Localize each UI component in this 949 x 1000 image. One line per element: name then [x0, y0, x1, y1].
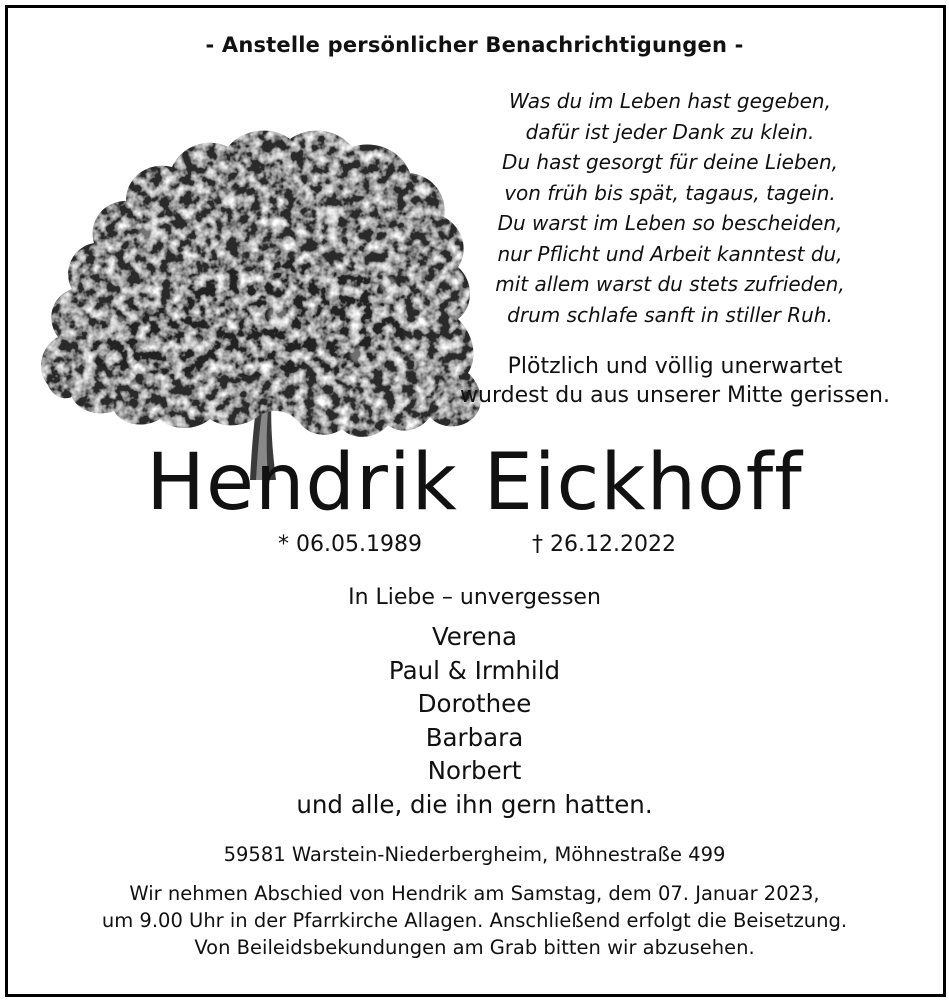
mourner-name: Barbara: [425, 722, 524, 752]
mourner-name: Dorothee: [417, 689, 532, 718]
header-notice: - Anstelle persönlicher Benachrichtigungen -: [205, 33, 744, 57]
deceased-name: Hendrik Eickhoff: [146, 438, 803, 528]
tree-icon: [28, 85, 488, 485]
death-date: † 26.12.2022: [532, 532, 676, 557]
mourner-name: Norbert: [427, 756, 522, 785]
sudden-line: wurdest du aus unserer Mitte gerissen.: [460, 383, 890, 408]
address: 59581 Warstein-Niederbergheim, Möhnestraße 499: [223, 843, 726, 866]
mourner-name: und alle, die ihn gern hatten.: [296, 789, 653, 819]
mourner-name: Paul & Irmhild: [388, 655, 561, 685]
notice-line: Von Beileidsbekundungen am Grab bitten wir abzusehen.: [194, 936, 755, 959]
poem-line: von früh bis spät, tagaus, tagein.: [504, 180, 836, 205]
poem-line: Was du im Leben hast gegeben,: [509, 89, 831, 113]
sudden-line: Plötzlich und völlig unerwartet: [507, 354, 843, 379]
poem-line: dafür ist jeder Dank zu klein.: [525, 119, 815, 144]
poem-line: Du hast gesorgt für deine Lieben,: [502, 150, 838, 174]
poem-line: drum schlafe sanft in stiller Ruh.: [507, 302, 833, 327]
birth-date: * 06.05.1989: [278, 532, 422, 557]
poem-line: Du warst im Leben so bescheiden,: [497, 211, 843, 235]
mourners-list: [0, 620, 949, 821]
sudden-death-text: [420, 352, 930, 410]
funeral-notice: [0, 880, 949, 961]
notice-line: um 9.00 Uhr in der Pfarrkirche Allagen. Anschließend erfolgt die Beisetzung.: [101, 909, 848, 932]
notice-line: Wir nehmen Abschied von Hendrik am Samstag, dem 07. Januar 2023,: [129, 882, 820, 905]
poem: [450, 86, 890, 330]
mourner-name: Verena: [431, 622, 518, 651]
tribute-line: In Liebe – unvergessen: [348, 585, 601, 610]
poem-line: nur Pflicht und Arbeit kanntest du,: [497, 241, 843, 266]
poem-line: mit allem warst du stets zufrieden,: [495, 272, 845, 296]
